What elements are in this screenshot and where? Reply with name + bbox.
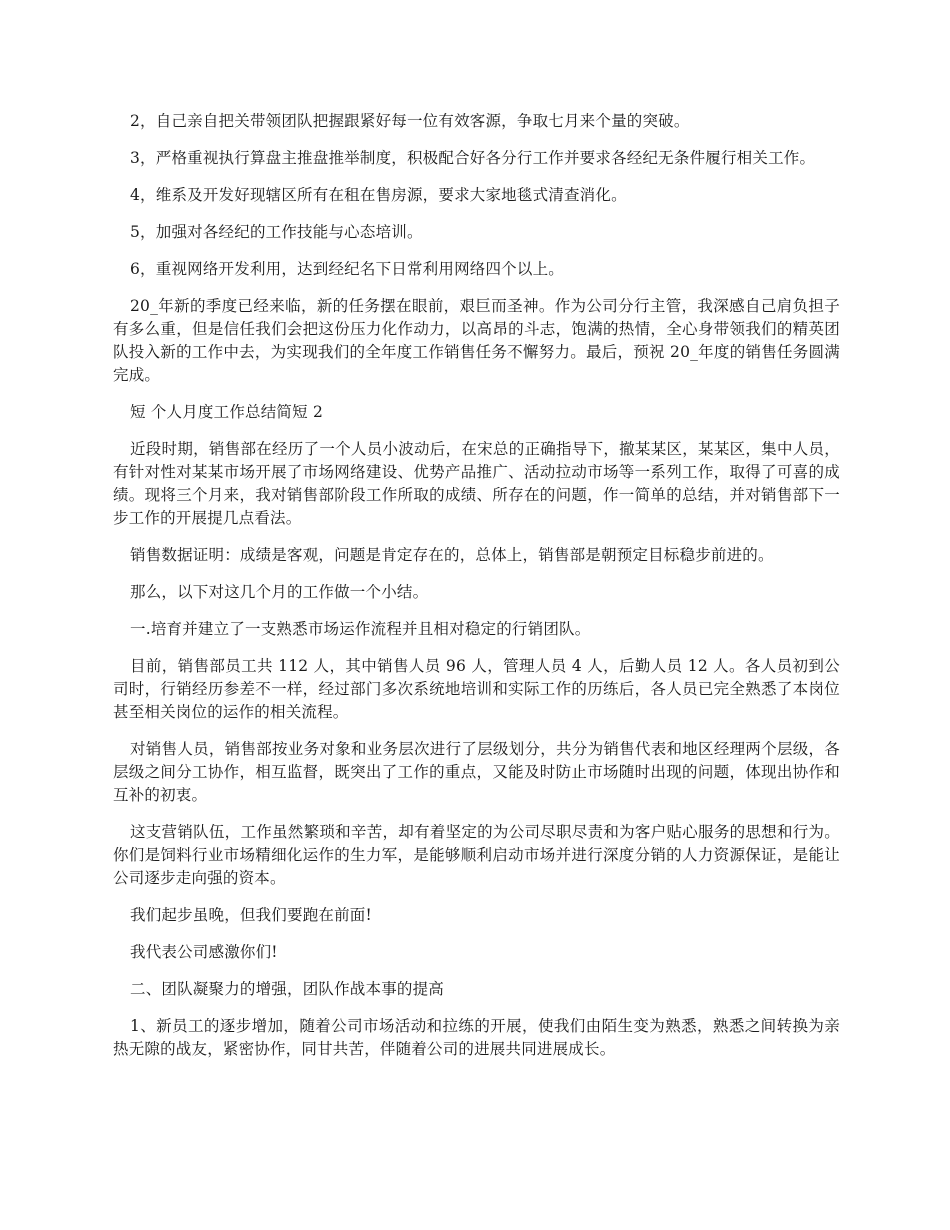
paragraph-sales-data: 销售数据证明：成绩是客观，问题是肯定存在的，总体上，销售部是朝预定目标稳步前进的。	[130, 546, 774, 564]
section-title: 短 个人月度工作总结简短 2	[130, 403, 324, 421]
paragraph-outlook: 20_年新的季度已经来临，新的任务摆在眼前，艰巨而圣神。作为公司分行主管，我深感自己肩负担子有多么重，但是信任我们会把这份压力化作动力，以高昂的斗志，饱满的热情，全心身带领我们的精英团队投入新的工作中去，为实现我们的全年度工作销售任务不懈努力。最后，预祝 20_年度的销售任务圆满完成。	[113, 297, 840, 384]
paragraph-summary-lead: 那么，以下对这几个月的工作做一个小结。	[130, 583, 429, 601]
paragraph-item-3: 3，严格重视执行算盘主推盘推举制度，积极配合好各分行工作并要求各经纪无条件履行相关工作。	[130, 149, 816, 167]
paragraph-item-6: 6，重视网络开发利用，达到经纪名下日常利用网络四个以上。	[130, 260, 564, 278]
paragraph-new-staff: 1、新员工的逐步增加，随着公司市场活动和拉练的开展，使我们由陌生变为熟悉，熟悉之间转换为亲热无隙的战友，紧密协作，同甘共苦，伴随着公司的进展共同进展成长。	[113, 1017, 840, 1058]
paragraph-intro: 近段时期，销售部在经历了一个人员小波动后，在宋总的正确指导下，撤某某区，某某区，集中人员，有针对性对某某市场开展了市场网络建设、优势产品推广、活动拉动市场等一系列工作，取得了可喜的成绩。现将三个月来，我对销售部阶段工作所取的成绩、所存在的问题，作一简单的总结，并对销售部下一步工作的开展提几点看法。	[113, 440, 840, 527]
document-page	[113, 110, 840, 1075]
paragraph-thanks: 我代表公司感激你们!	[130, 943, 278, 961]
paragraph-team-spirit: 这支营销队伍，工作虽然繁琐和辛苦，却有着坚定的为公司尽职尽责和为客户贴心服务的思想和行为。你们是饲料行业市场精细化运作的生力军，是能够顺利启动市场并进行深度分销的人力资源保证，是能让公司逐步走向强的资本。	[113, 823, 840, 887]
paragraph-item-5: 5，加强对各经纪的工作技能与心态培训。	[130, 223, 423, 241]
paragraph-staff: 目前，销售部员工共 112 人，其中销售人员 96 人，管理人员 4 人，后勤人员 12 人。各人员初到公司时，行销经历参差不一样，经过部门多次系统地培训和实际工作的历练后，各人员已完全熟悉了本岗位甚至相关岗位的运作的相关流程。	[113, 657, 840, 721]
heading-cohesion: 二、团队凝聚力的增强，团队作战本事的提高	[130, 980, 445, 998]
paragraph-levels: 对销售人员，销售部按业务对象和业务层次进行了层级划分，共分为销售代表和地区经理两个层级，各层级之间分工协作，相互监督，既突出了工作的重点，又能及时防止市场随时出现的问题，体现出协作和互补的初衷。	[113, 740, 840, 804]
paragraph-slogan: 我们起步虽晚，但我们要跑在前面!	[130, 906, 372, 924]
heading-team: 一.培育并建立了一支熟悉市场运作流程并且相对稳定的行销团队。	[130, 620, 591, 638]
paragraph-item-4: 4，维系及开发好现辖区所有在租在售房源，要求大家地毯式清查消化。	[130, 186, 627, 204]
paragraph-item-2: 2，自己亲自把关带领团队把握跟紧好每一位有效客源，争取七月来个量的突破。	[130, 112, 690, 130]
